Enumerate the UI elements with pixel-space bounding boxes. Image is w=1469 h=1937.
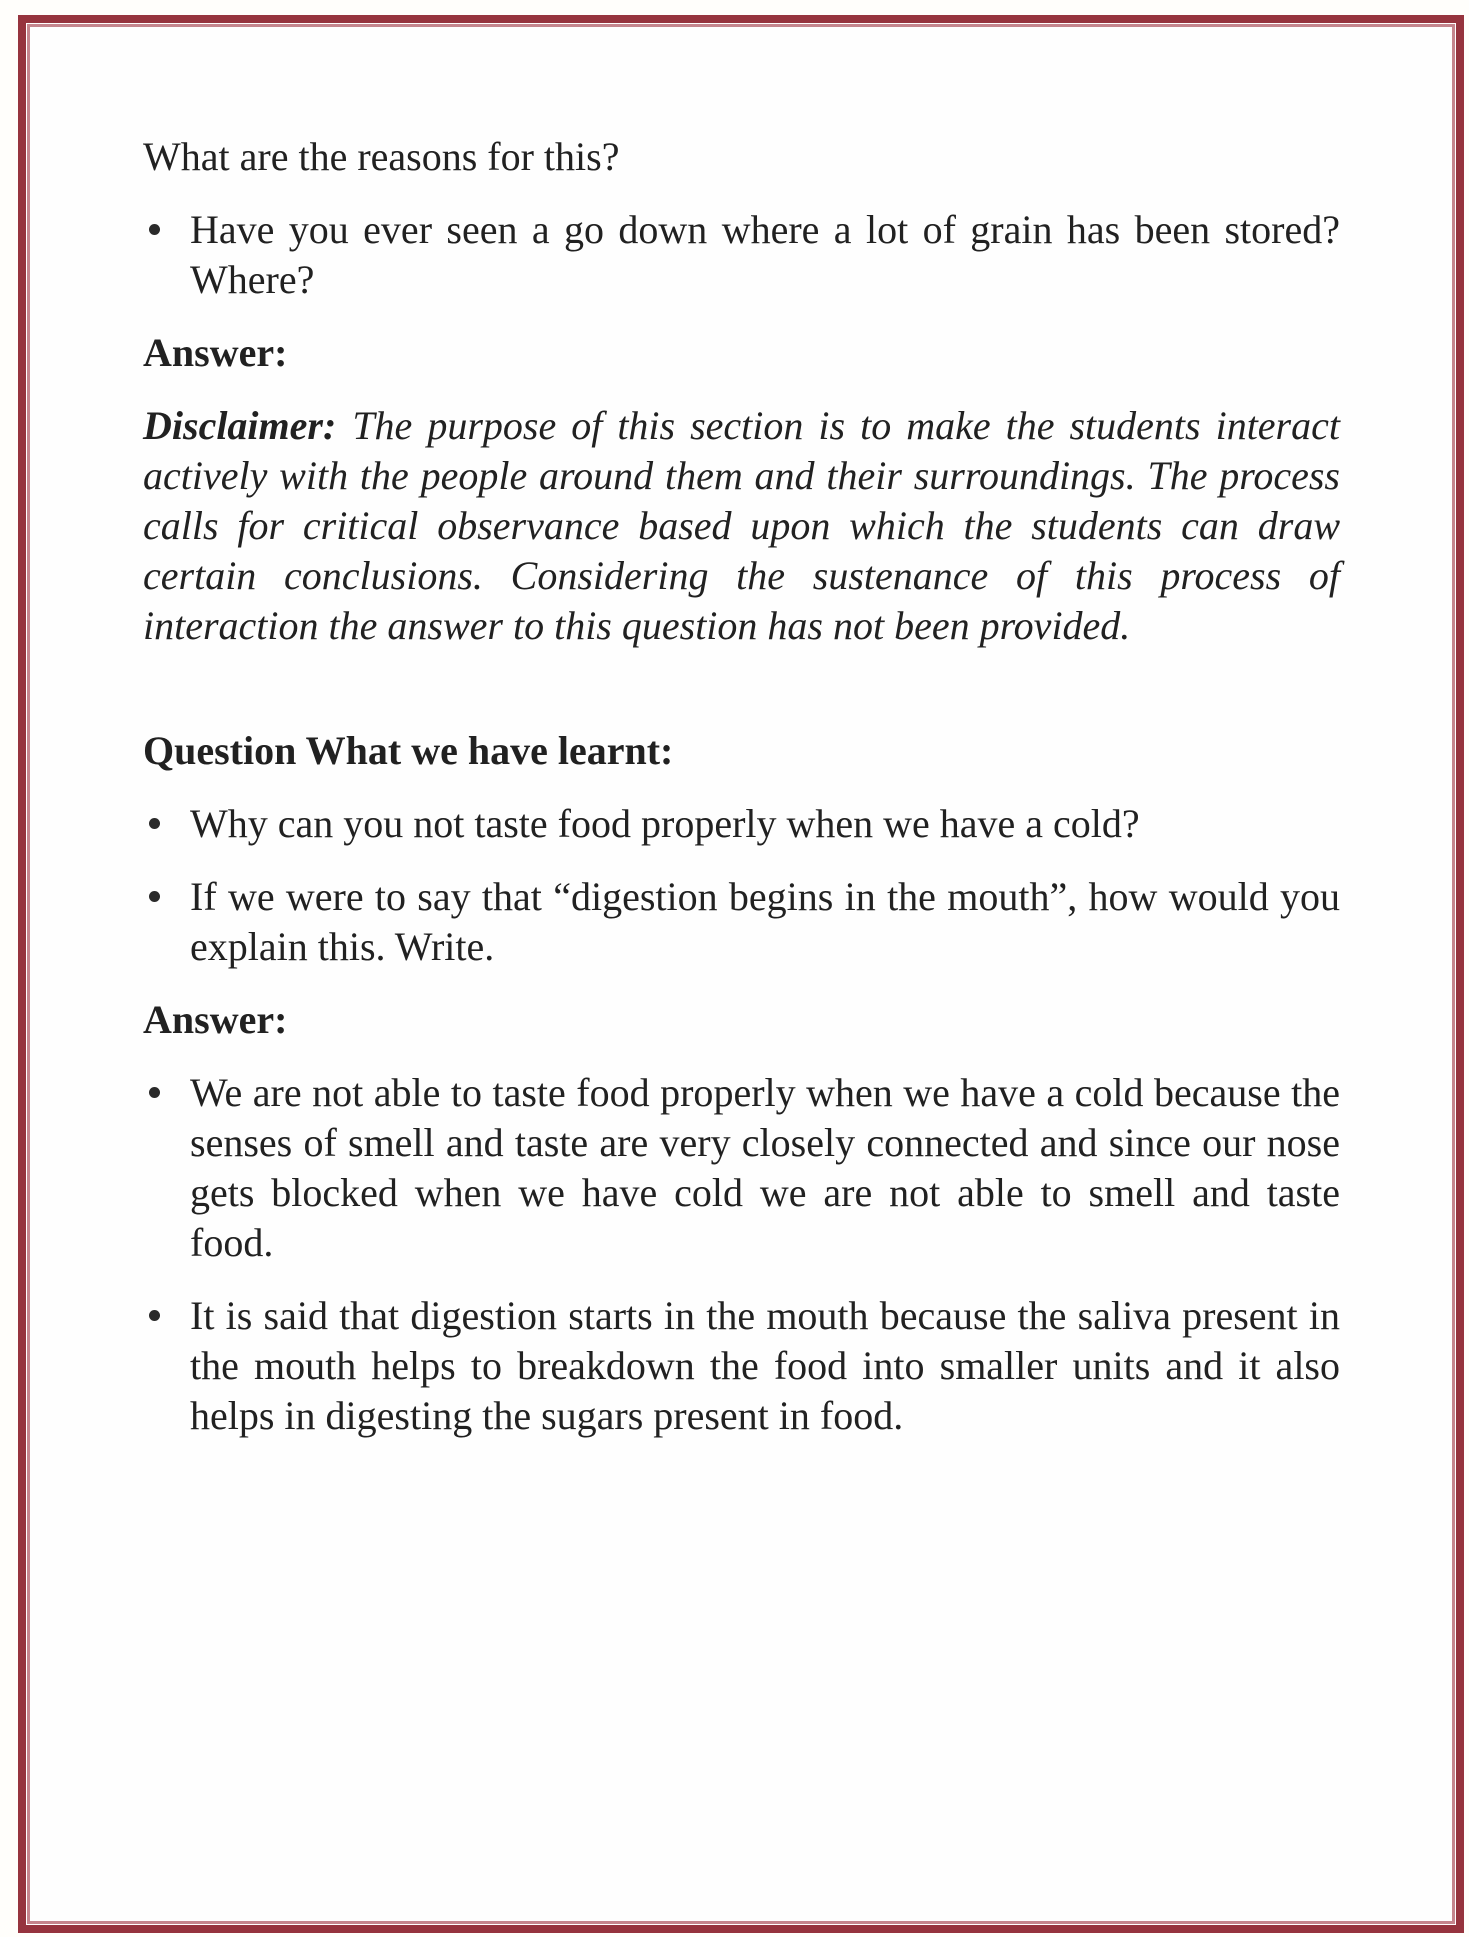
disclaimer-label: Disclaimer: bbox=[143, 403, 337, 448]
disclaimer-text: The purpose of this section is to make the students interact actively with the people around them and their surroundings. The process calls for critical observance based upon which the students can draw certain conclusions. Considering the sustenance of this process of interaction the answer to this question has not been provided. bbox=[143, 403, 1340, 648]
list-item bbox=[143, 872, 1340, 972]
list-item-text: If we were to say that “digestion begins in the mouth”, how would you explain this. Write. bbox=[190, 874, 1340, 969]
answer-heading-1: Answer: bbox=[143, 330, 288, 375]
answer-heading-2: Answer: bbox=[143, 997, 288, 1042]
disclaimer-paragraph bbox=[143, 401, 1340, 651]
list-item-text: Why can you not taste food properly when we have a cold? bbox=[190, 801, 1140, 846]
bullet-icon bbox=[149, 1310, 160, 1321]
bullet-icon bbox=[149, 891, 160, 902]
intro-question-text: What are the reasons for this? bbox=[143, 134, 620, 179]
list-item bbox=[143, 1068, 1340, 1268]
bullet-icon bbox=[149, 1087, 160, 1098]
list-item bbox=[143, 205, 1340, 305]
page-content bbox=[143, 132, 1340, 1464]
list-item-text: We are not able to taste food properly when we have a cold because the senses of smell and taste are very closely connected and since our nose gets blocked when we have cold we are not able to smell and taste food. bbox=[190, 1070, 1340, 1265]
question-heading: Question What we have learnt: bbox=[143, 728, 674, 773]
bullet-icon bbox=[149, 224, 160, 235]
list-item bbox=[143, 799, 1340, 849]
list-item bbox=[143, 1291, 1340, 1441]
list-item-text: It is said that digestion starts in the mouth because the saliva present in the mouth helps to breakdown the food into smaller units and it also helps in digesting the sugars present in food. bbox=[190, 1293, 1340, 1438]
list-item-text: Have you ever seen a go down where a lot of grain has been stored? Where? bbox=[190, 207, 1340, 302]
bullet-icon bbox=[149, 818, 160, 829]
